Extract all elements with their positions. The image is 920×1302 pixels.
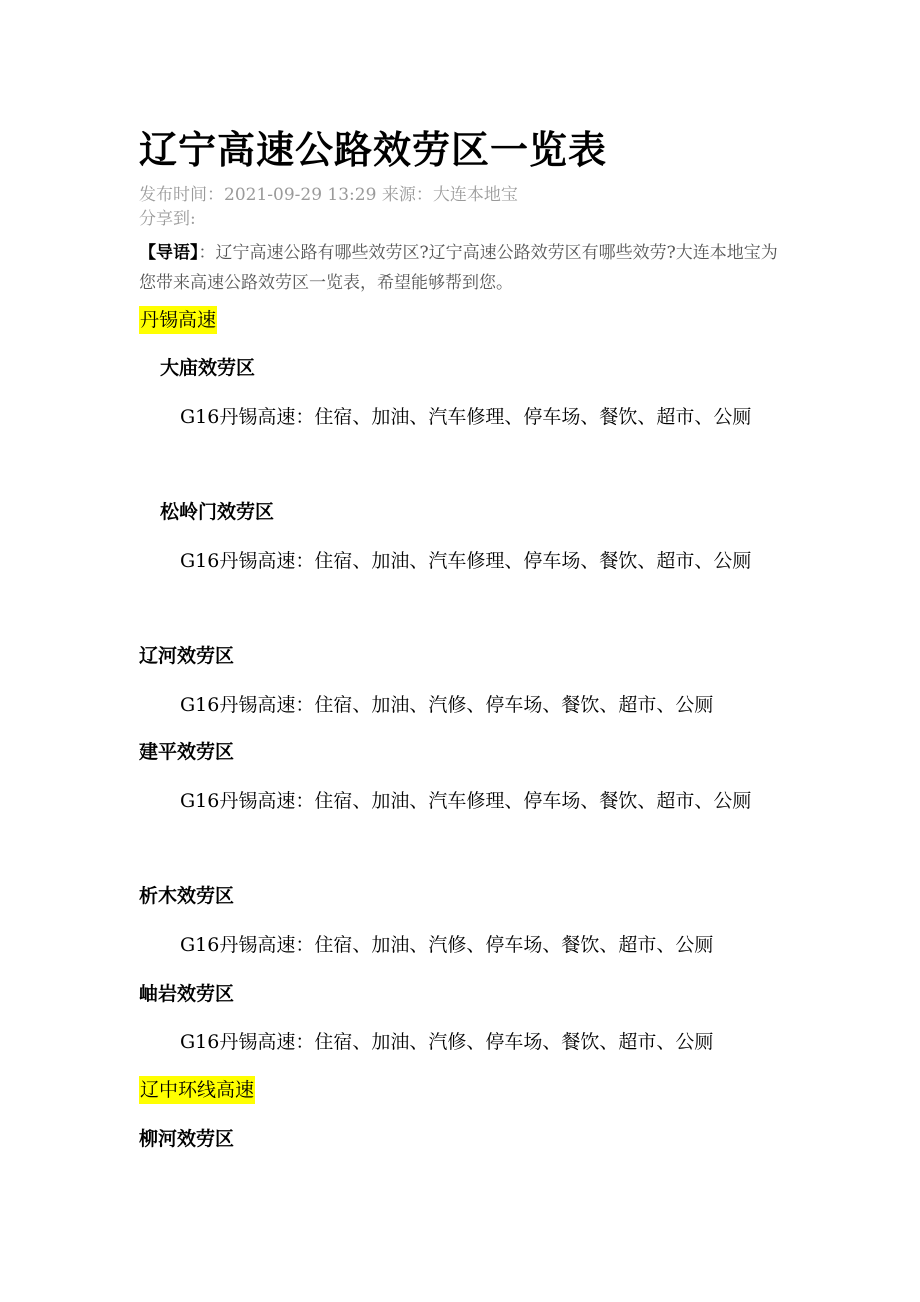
- service-area-services: [139, 537, 789, 585]
- publish-info: 发布时间：2021-09-29 13:29 来源：大连本地宝: [139, 185, 518, 205]
- service-area-services: [139, 777, 789, 825]
- service-area-heading: [139, 642, 789, 670]
- intro-paragraph: [139, 238, 787, 298]
- services-text: G16丹锡高速：住宿、加油、汽车修理、停车场、餐饮、超市、公厕: [180, 550, 752, 572]
- road-heading: [139, 1076, 789, 1104]
- page-title: 辽宁高速公路效劳区一览表: [139, 127, 608, 172]
- road-heading-label: 辽中环线高速: [139, 1076, 255, 1104]
- service-area-name: 柳河效劳区: [139, 1128, 235, 1150]
- service-area-name: 岫岩效劳区: [139, 983, 235, 1005]
- service-area-name: 析木效劳区: [139, 885, 235, 907]
- services-text: G16丹锡高速：住宿、加油、汽车修理、停车场、餐饮、超市、公厕: [180, 790, 752, 812]
- service-area-heading: [139, 354, 789, 382]
- service-area-name: 建平效劳区: [139, 741, 235, 763]
- services-text: G16丹锡高速：住宿、加油、汽修、停车场、餐饮、超市、公厕: [180, 694, 714, 716]
- service-area-services: [139, 681, 789, 729]
- service-area-heading: [139, 498, 789, 526]
- intro-text: ：辽宁高速公路有哪些效劳区?辽宁高速公路效劳区有哪些效劳?大连本地宝为您带来高速公路效劳区一览表，希望能够帮到您。: [139, 243, 778, 293]
- services-text: G16丹锡高速：住宿、加油、汽车修理、停车场、餐饮、超市、公厕: [180, 406, 752, 428]
- services-text: G16丹锡高速：住宿、加油、汽修、停车场、餐饮、超市、公厕: [180, 1031, 714, 1053]
- services-text: G16丹锡高速：住宿、加油、汽修、停车场、餐饮、超市、公厕: [180, 934, 714, 956]
- share-label: 分享到:: [139, 209, 196, 229]
- service-area-services: [139, 921, 789, 969]
- service-area-heading: [139, 882, 789, 910]
- service-area-services: [139, 1018, 789, 1066]
- service-area-name: 松岭门效劳区: [160, 501, 275, 523]
- intro-label: 【导语】: [139, 243, 199, 263]
- service-area-name: 大庙效劳区: [160, 357, 256, 379]
- service-area-services: [139, 393, 789, 441]
- service-area-heading: [139, 738, 789, 766]
- service-area-name: 辽河效劳区: [139, 645, 235, 667]
- service-area-heading: [139, 1125, 789, 1153]
- road-heading-label: 丹锡高速: [139, 306, 217, 334]
- service-area-heading: [139, 980, 789, 1008]
- road-heading: [139, 306, 789, 334]
